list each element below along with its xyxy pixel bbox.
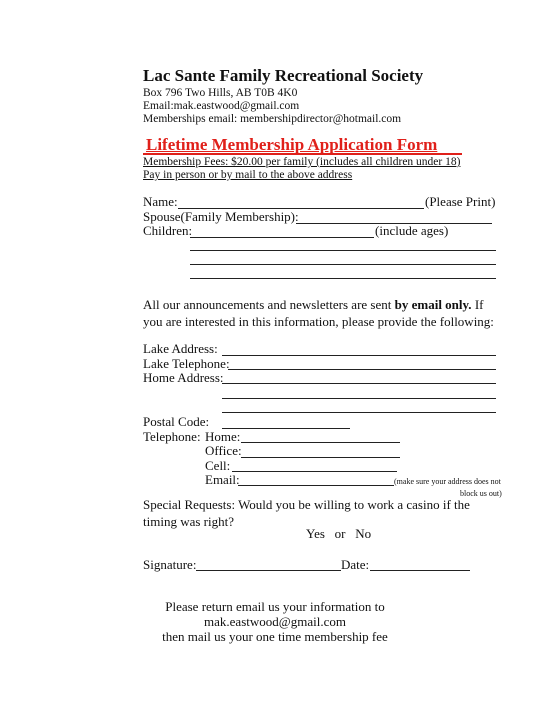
name-label: Name: — [143, 194, 178, 209]
lake-telephone-line[interactable] — [228, 369, 496, 370]
telephone-cell-label: Cell: — [205, 458, 231, 473]
home-address-label: Home Address: — [143, 370, 224, 385]
email-note-1: (make sure your address does not — [394, 477, 501, 486]
home-address-line[interactable] — [222, 383, 496, 384]
spouse-label: Spouse(Family Membership): — [143, 209, 299, 224]
children-suffix: (include ages) — [375, 223, 449, 238]
org-address: Box 796 Two Hills, AB T0B 4K0 — [143, 87, 298, 99]
telephone-office-label: Office: — [205, 443, 242, 458]
children-extra-line-3[interactable] — [190, 278, 496, 279]
membership-email: Memberships email: membershipdirector@hotmail.com — [143, 113, 402, 125]
email-label: Email: — [205, 472, 240, 487]
postal-code-line[interactable] — [222, 428, 350, 429]
home-address-line-3[interactable] — [222, 412, 496, 413]
special-requests: Special Requests: Would you be willing to work a casino if the timing was right? — [143, 497, 470, 529]
payment-instructions: Pay in person or by mail to the above address — [143, 169, 353, 181]
title-red-rule — [143, 153, 462, 155]
footer-line-1: Please return email us your information to — [165, 599, 385, 614]
signature-label: Signature: — [143, 557, 197, 572]
children-extra-line-2[interactable] — [190, 264, 496, 265]
date-label: Date: — [341, 557, 370, 572]
children-line[interactable] — [190, 237, 374, 238]
home-address-line-2[interactable] — [222, 398, 496, 399]
email-notice: All our announcements and newsletters are sent by email only. If you are interested in this information, please provide the following: — [143, 297, 494, 329]
org-name: Lac Sante Family Recreational Society — [143, 66, 424, 85]
yes-or-no[interactable]: Yes or No — [306, 526, 372, 541]
footer-line-3: then mail us your one time membership fee — [162, 629, 388, 644]
telephone-label: Telephone: — [143, 429, 201, 444]
email-note-2: block us out) — [460, 489, 502, 498]
lake-address-label: Lake Address: — [143, 341, 218, 356]
postal-code-label: Postal Code: — [143, 414, 210, 429]
children-label: Children: — [143, 223, 193, 238]
lake-telephone-label: Lake Telephone: — [143, 356, 230, 371]
footer-email: mak.eastwood@gmail.com — [204, 614, 346, 629]
lake-address-line[interactable] — [222, 355, 496, 356]
form-title: Lifetime Membership Application Form — [146, 135, 438, 154]
telephone-cell-line[interactable] — [232, 471, 397, 472]
children-extra-line-1[interactable] — [190, 250, 496, 251]
telephone-home-line[interactable] — [241, 442, 400, 443]
org-email: Email:mak.eastwood@gmail.com — [143, 100, 300, 112]
email-line[interactable] — [238, 485, 394, 486]
telephone-home-label: Home: — [205, 429, 241, 444]
telephone-office-line[interactable] — [241, 457, 400, 458]
signature-line[interactable] — [196, 570, 341, 571]
date-line[interactable] — [370, 570, 470, 571]
membership-fees: Membership Fees: $20.00 per family (includes all children under 18) — [143, 156, 461, 168]
name-suffix: (Please Print) — [425, 194, 496, 209]
